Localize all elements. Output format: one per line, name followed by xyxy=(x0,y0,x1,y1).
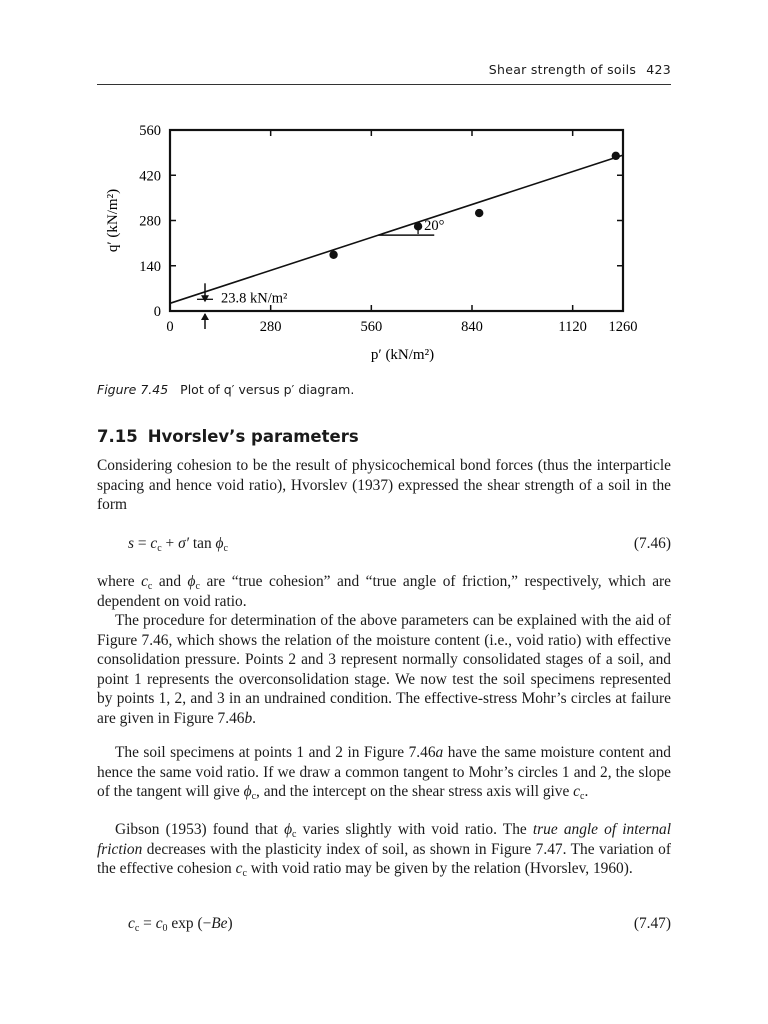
x-tick-label: 280 xyxy=(259,319,282,335)
y-tick-label: 280 xyxy=(139,213,161,230)
running-head xyxy=(97,62,671,77)
equation-number: (7.47) xyxy=(633,915,671,932)
angle-annotation: 20° xyxy=(424,218,445,235)
figure-caption xyxy=(97,382,354,397)
x-tick-label: 1120 xyxy=(558,319,587,335)
paragraph-5: Gibson (1953) found that $\phi_c$ varies slightly with void ratio. The true angle of internal friction decreases with the plasticity index of soil, as shown in Figure 7.47. The variation of the effective cohesion $c_c$ with void ratio may be given by the relation (Hvorslev, 1960). xyxy=(97,821,672,880)
paragraph-4: The soil specimens at points 1 and 2 in Figure 7.46a have the same moisture content and hence the same void ratio. If we draw a common tangent to Mohr’s circles 1 and 2, the slope of the tangent will give $\phi_c$, and the intercept on the shear stress axis will give $c_c$. xyxy=(97,744,672,803)
section-number: 7.15 xyxy=(97,427,138,446)
equation-7-46: $s = c_c + \sigma'$ $\tan \phi_c$ (7.46) xyxy=(128,535,671,554)
figure-plot xyxy=(95,118,655,368)
data-point xyxy=(329,251,337,259)
section-heading xyxy=(97,427,359,446)
page-number: 423 xyxy=(646,62,671,77)
paragraph-1: Considering cohesion to be the result of physicochemical bond forces (thus the interparticle spacing and hence void ratio), Hvorslev (1937) expressed the shear strength of a soil in the form xyxy=(97,457,671,514)
y-tick-label: 0 xyxy=(153,304,161,320)
fit-line xyxy=(170,155,623,303)
y-tick-label: 560 xyxy=(139,123,161,139)
intercept-arrowhead-bottom xyxy=(201,313,209,320)
data-point xyxy=(475,209,483,217)
paragraph-2: where $c_c$ and $\phi_c$ are “true cohesion” and “true angle of friction,” respectively, which are dependent on void ratio. xyxy=(97,573,671,610)
data-point xyxy=(612,152,620,160)
equation-7-47: $c_c = c_0$ exp (−Be) (7.47) xyxy=(128,915,671,934)
caption-label: Figure 7.45 xyxy=(97,382,169,397)
caption-text: Plot of q′ versus p′ diagram. xyxy=(180,382,355,397)
x-tick-label: 1260 xyxy=(608,319,638,335)
running-title: Shear strength of soils xyxy=(488,62,637,77)
y-tick-label: 140 xyxy=(139,258,161,275)
equation-number: (7.46) xyxy=(633,535,671,552)
paragraph-3: The procedure for determination of the above parameters can be explained with the aid of Figure 7.46, which shows the relation of the moisture content (i.e., void ratio) with effective consolidation pressure. Points 2 and 3 represent normally consolidated stages of a soil, and point 1 represents the overconsolidation stage. We now test the soil specimens represented by points 1, 2, and 3 in an undrained condition. The effective-stress Mohr’s circles at failure are given in Figure 7.46b. xyxy=(97,612,671,727)
x-tick-label: 560 xyxy=(360,319,383,335)
section-title: Hvorslev’s parameters xyxy=(147,427,359,446)
header-rule xyxy=(97,84,671,85)
x-tick-label: 0 xyxy=(166,319,174,335)
intercept-annotation: 23.8 kN/m² xyxy=(221,290,288,307)
plot-frame xyxy=(170,130,623,311)
y-tick-label: 420 xyxy=(139,168,161,185)
x-tick-label: 840 xyxy=(461,319,483,335)
y-axis-label: q′ (kN/m²) xyxy=(105,188,121,253)
x-axis-label: p′ (kN/m²) xyxy=(370,347,435,363)
